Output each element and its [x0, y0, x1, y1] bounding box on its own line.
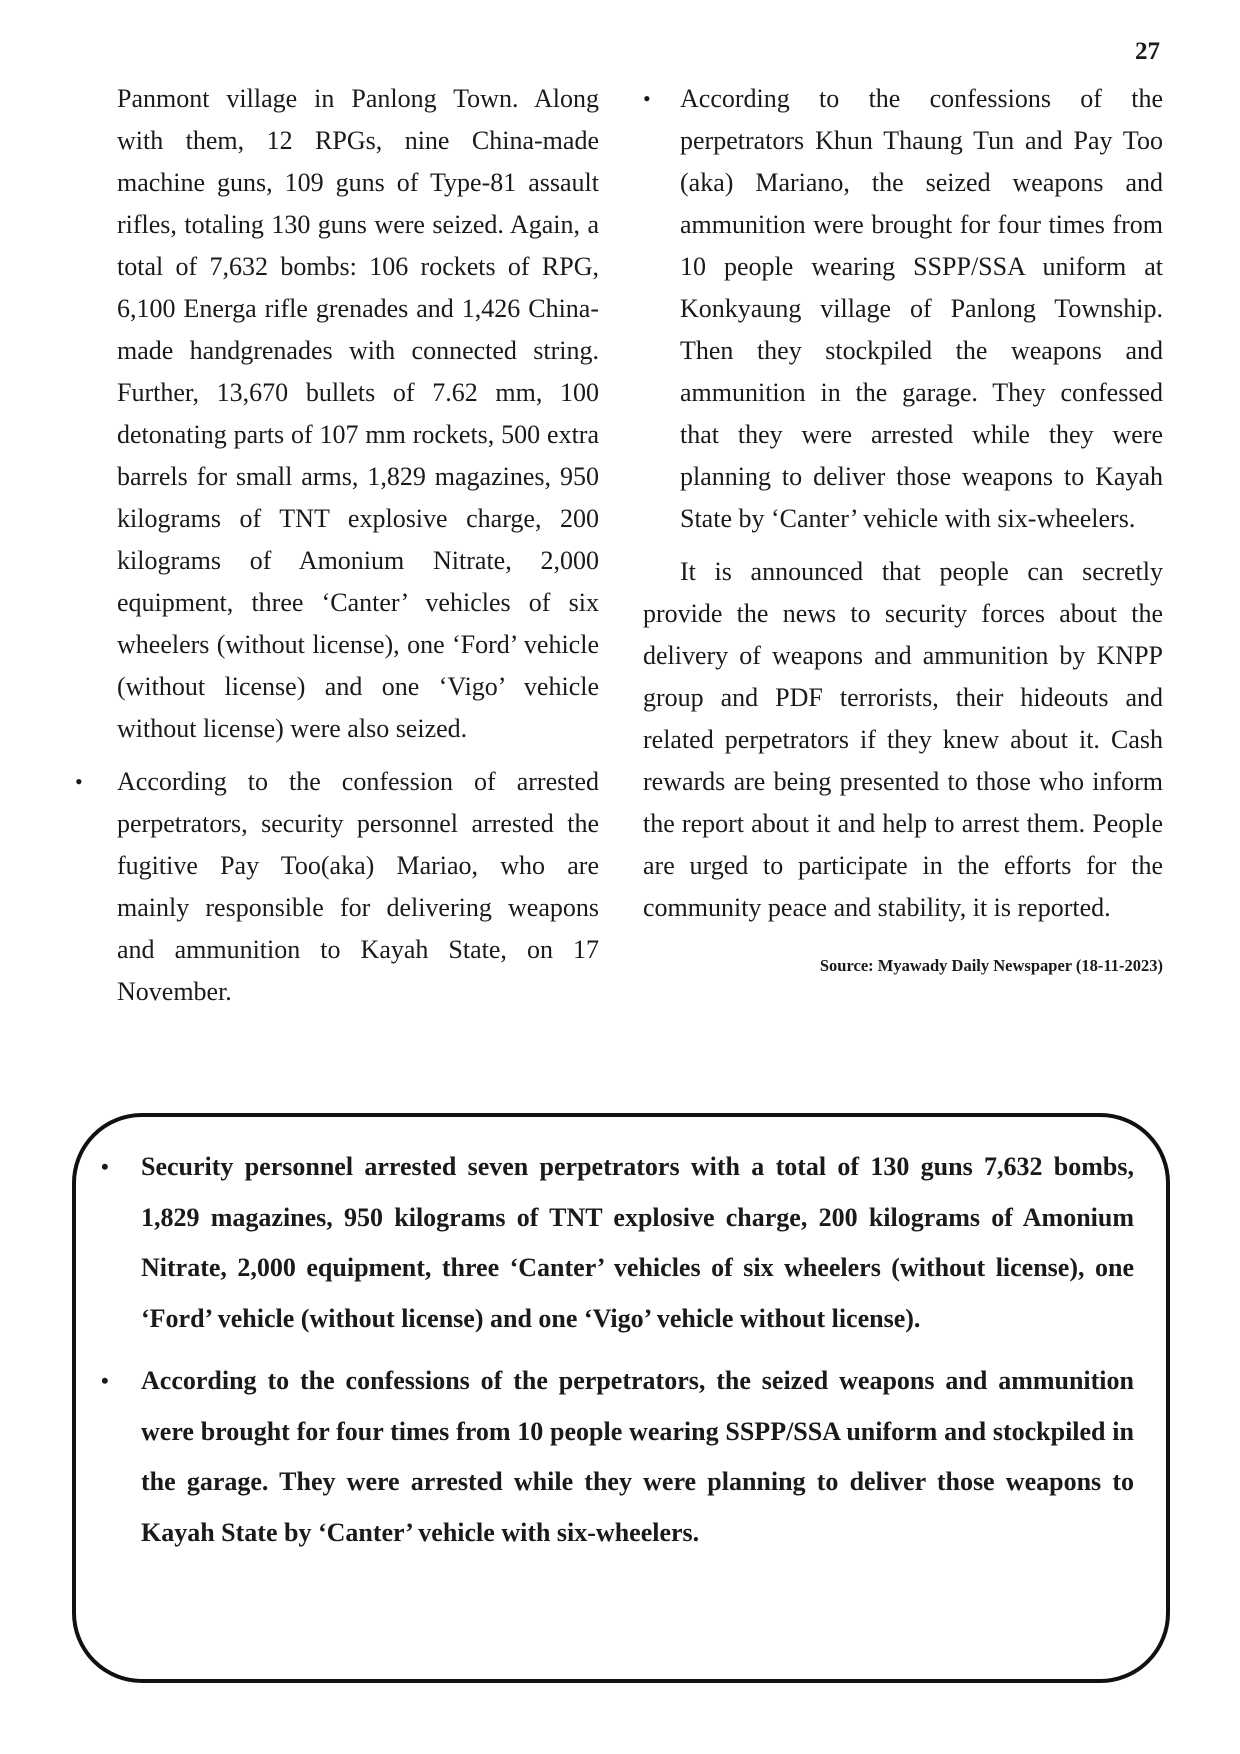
summary-list — [101, 1142, 1134, 1558]
bullet-icon: • — [75, 769, 83, 794]
left-column — [75, 78, 599, 1013]
page-number: 27 — [1135, 38, 1160, 65]
summary-item — [101, 1356, 1134, 1558]
bullet-icon: • — [101, 1154, 109, 1179]
bullet-item-confession-arrest — [75, 761, 599, 1013]
bullet-paragraph: According to the confession of arrested perpetrators, security personnel arrested the fugitive Pay Too(aka) Mariao, who are mainly responsible for delivering weapons and ammunition to Kayah State, on 17 November. — [117, 767, 599, 1006]
summary-item — [101, 1142, 1134, 1344]
continued-paragraph: Panmont village in Panlong Town. Along with them, 12 RPGs, nine China-made machine guns, 109 guns of Type-81 assault rifles, totaling 130 guns were seized. Again, a total of 7,632 bombs: 106 rockets of RPG, 6,100 Energa rifle grenades and 1,426 China-made handgrenades with connected string. Further, 13,670 bullets of 7.62 mm, 100 detonating parts of 107 mm rockets, 500 extra barrels for small arms, 1,829 magazines, 950 kilograms of TNT explosive charge, 200 kilograms of Amonium Nitrate, 2,000 equipment, three ‘Canter’ vehicles of six wheelers (without license), one ‘Ford’ vehicle (without license) and one ‘Vigo’ vehicle without license) were also seized. — [117, 84, 599, 743]
right-column — [643, 78, 1163, 977]
summary-item-text: Security personnel arrested seven perpetrators with a total of 130 guns 7,632 bombs, 1,829 magazines, 950 kilograms of TNT explosive charge, 200 kilograms of Amonium Nitrate, 2,000 equipment, three ‘Canter’ vehicles of six wheelers (without license), one ‘Ford’ vehicle (without license) and one ‘Vigo’ vehicle without license). — [141, 1152, 1134, 1333]
source-citation: Source: Myawady Daily Newspaper (18-11-2023) — [819, 956, 1163, 975]
bullet-paragraph: According to the confessions of the perpetrators Khun Thaung Tun and Pay Too (aka) Mariano, the seized weapons and ammunition were brought for four times from 10 people wearing SSPP/SSA uniform at Konkyaung village of Panlong Township. Then they stockpiled the weapons and ammunition in the garage. They confessed that they were arrested while they were planning to deliver those weapons to Kayah State by ‘Canter’ vehicle with six-wheelers. — [680, 84, 1163, 533]
bullet-icon: • — [101, 1368, 109, 1393]
bullet-icon: • — [643, 86, 651, 111]
bullet-item-confessions-weapons — [643, 78, 1163, 540]
summary-item-text: According to the confessions of the perpetrators, the seized weapons and ammunition were brought for four times from 10 people wearing SSPP/SSA uniform and stockpiled in the garage. They were arrested while they were planning to deliver those weapons to Kayah State by ‘Canter’ vehicle with six-wheelers. — [141, 1366, 1134, 1547]
announcement-paragraph: It is announced that people can secretly provide the news to security forces about the delivery of weapons and ammunition by KNPP group and PDF terrorists, their hideouts and related perpetrators if they knew about it. Cash rewards are being presented to those who inform the report about it and help to arrest them. People are urged to participate in the efforts for the community peace and stability, it is reported. — [643, 557, 1163, 922]
